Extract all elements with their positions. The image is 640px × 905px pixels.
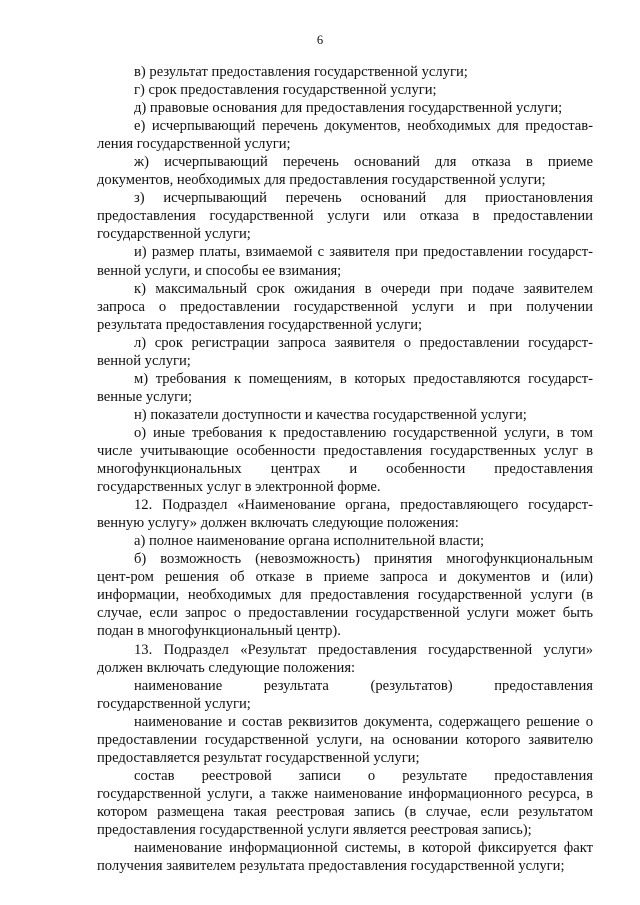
paragraph-line: венной услуги;	[97, 352, 191, 369]
paragraph	[97, 370, 593, 406]
paragraph-line: з) исчерпывающий перечень оснований для приостановления	[134, 190, 593, 207]
paragraph-line: венной услуги, и способы ее взимания;	[97, 262, 342, 279]
paragraph-line: многофункциональных центрах и особенности предоставления	[97, 461, 593, 478]
paragraph	[97, 496, 593, 532]
paragraph-line: информации, необходимых для предоставления государственной услуги (в	[97, 587, 593, 604]
paragraph	[97, 713, 593, 767]
paragraph	[97, 532, 593, 550]
paragraph	[97, 280, 593, 334]
paragraph	[97, 424, 593, 496]
paragraph	[97, 63, 593, 81]
paragraph-line: о) иные требования к предоставлению государственной услуги, в том	[134, 424, 593, 441]
paragraph-line: 13. Подраздел «Результат предоставления государственной услуги»	[134, 641, 593, 658]
paragraph-line: д) правовые основания для предоставления государственной услуги;	[134, 100, 563, 117]
paragraph-line: результата предоставления государственной услуги;	[97, 316, 423, 333]
paragraph-line: ж) исчерпывающий перечень оснований для отказа в приеме	[134, 154, 593, 171]
paragraph	[97, 641, 593, 677]
paragraph-line: венную услугу» должен включать следующие положения:	[97, 515, 459, 532]
paragraph-line: должен включать следующие положения:	[97, 659, 356, 676]
paragraph-line: ления государственной услуги;	[97, 136, 291, 153]
page-number: 6	[316, 33, 324, 47]
paragraph-line: и) размер платы, взимаемой с заявителя при предоставлении государст-	[134, 244, 593, 261]
paragraph	[97, 550, 593, 640]
paragraph-line: к) максимальный срок ожидания в очереди при подаче заявителем	[134, 280, 593, 297]
paragraph-line: государственных услуг в электронной форме.	[97, 479, 381, 496]
paragraph-line: м) требования к помещениям, в которых предоставляются государст-	[134, 370, 593, 387]
paragraph-line: наименование результата (результатов) предоставления	[134, 677, 593, 694]
paragraph	[97, 839, 593, 875]
paragraph	[97, 334, 593, 370]
paragraph-line: е) исчерпывающий перечень документов, необходимых для предостав-	[134, 118, 593, 135]
paragraph-line: предоставления государственной услуги или отказа в предоставлении	[97, 208, 593, 225]
paragraph-line: 12. Подраздел «Наименование органа, предоставляющего государст-	[134, 497, 593, 514]
paragraph-line: г) срок предоставления государственной услуги;	[134, 82, 437, 99]
paragraph-line: числе учитывающие особенности предоставления государственных услуг в	[97, 442, 593, 459]
paragraph	[97, 243, 593, 279]
paragraph	[97, 153, 593, 189]
paragraph	[97, 117, 593, 153]
document-body	[97, 63, 593, 875]
paragraph	[97, 189, 593, 243]
paragraph-line: предоставления государственной услуги является реестровая запись);	[97, 821, 532, 838]
paragraph-line: подан в многофункциональный центр).	[97, 623, 341, 640]
paragraph-line: н) показатели доступности и качества государственной услуги;	[134, 406, 527, 423]
paragraph	[97, 81, 593, 99]
paragraph-line: государственной услуги;	[97, 695, 251, 712]
paragraph-line: предоставлении государственной услуги, на основании которого заявителю	[97, 731, 593, 748]
paragraph-line: цент-ром решения об отказе в приеме запроса и документов и (или)	[97, 569, 593, 586]
paragraph-line: состав реестровой записи о результате предоставления	[134, 767, 593, 784]
paragraph-line: запроса о предоставлении государственной услуги и при получении	[97, 298, 593, 315]
paragraph-line: наименование и состав реквизитов документа, содержащего решение о	[134, 713, 593, 730]
paragraph-line: получения заявителем результата предоставления государственной услуги;	[97, 858, 565, 875]
paragraph	[97, 677, 593, 713]
paragraph	[97, 767, 593, 839]
paragraph-line: венные услуги;	[97, 388, 193, 405]
paragraph-line: наименование информационной системы, в которой фиксируется факт	[134, 840, 593, 857]
paragraph-line: государственной услуги, а также наименование информационного ресурса, в	[97, 785, 593, 802]
paragraph	[97, 99, 593, 117]
paragraph	[97, 406, 593, 424]
paragraph-line: документов, необходимых для предоставления государственной услуги;	[97, 172, 546, 189]
paragraph-line: предоставляется результат государственной услуги;	[97, 749, 420, 766]
paragraph-line: котором размещена такая реестровая запись (в случае, если результатом	[97, 803, 593, 820]
paragraph-line: государственной услуги;	[97, 226, 251, 243]
paragraph-line: в) результат предоставления государственной услуги;	[134, 64, 468, 80]
paragraph-line: л) срок регистрации запроса заявителя о предоставлении государст-	[134, 334, 593, 351]
paragraph-line: б) возможность (невозможность) принятия многофункциональным	[134, 551, 593, 568]
paragraph-line: а) полное наименование органа исполнительной власти;	[134, 533, 485, 550]
paragraph-line: случае, если запрос о предоставлении государственной услуги может быть	[97, 605, 593, 622]
